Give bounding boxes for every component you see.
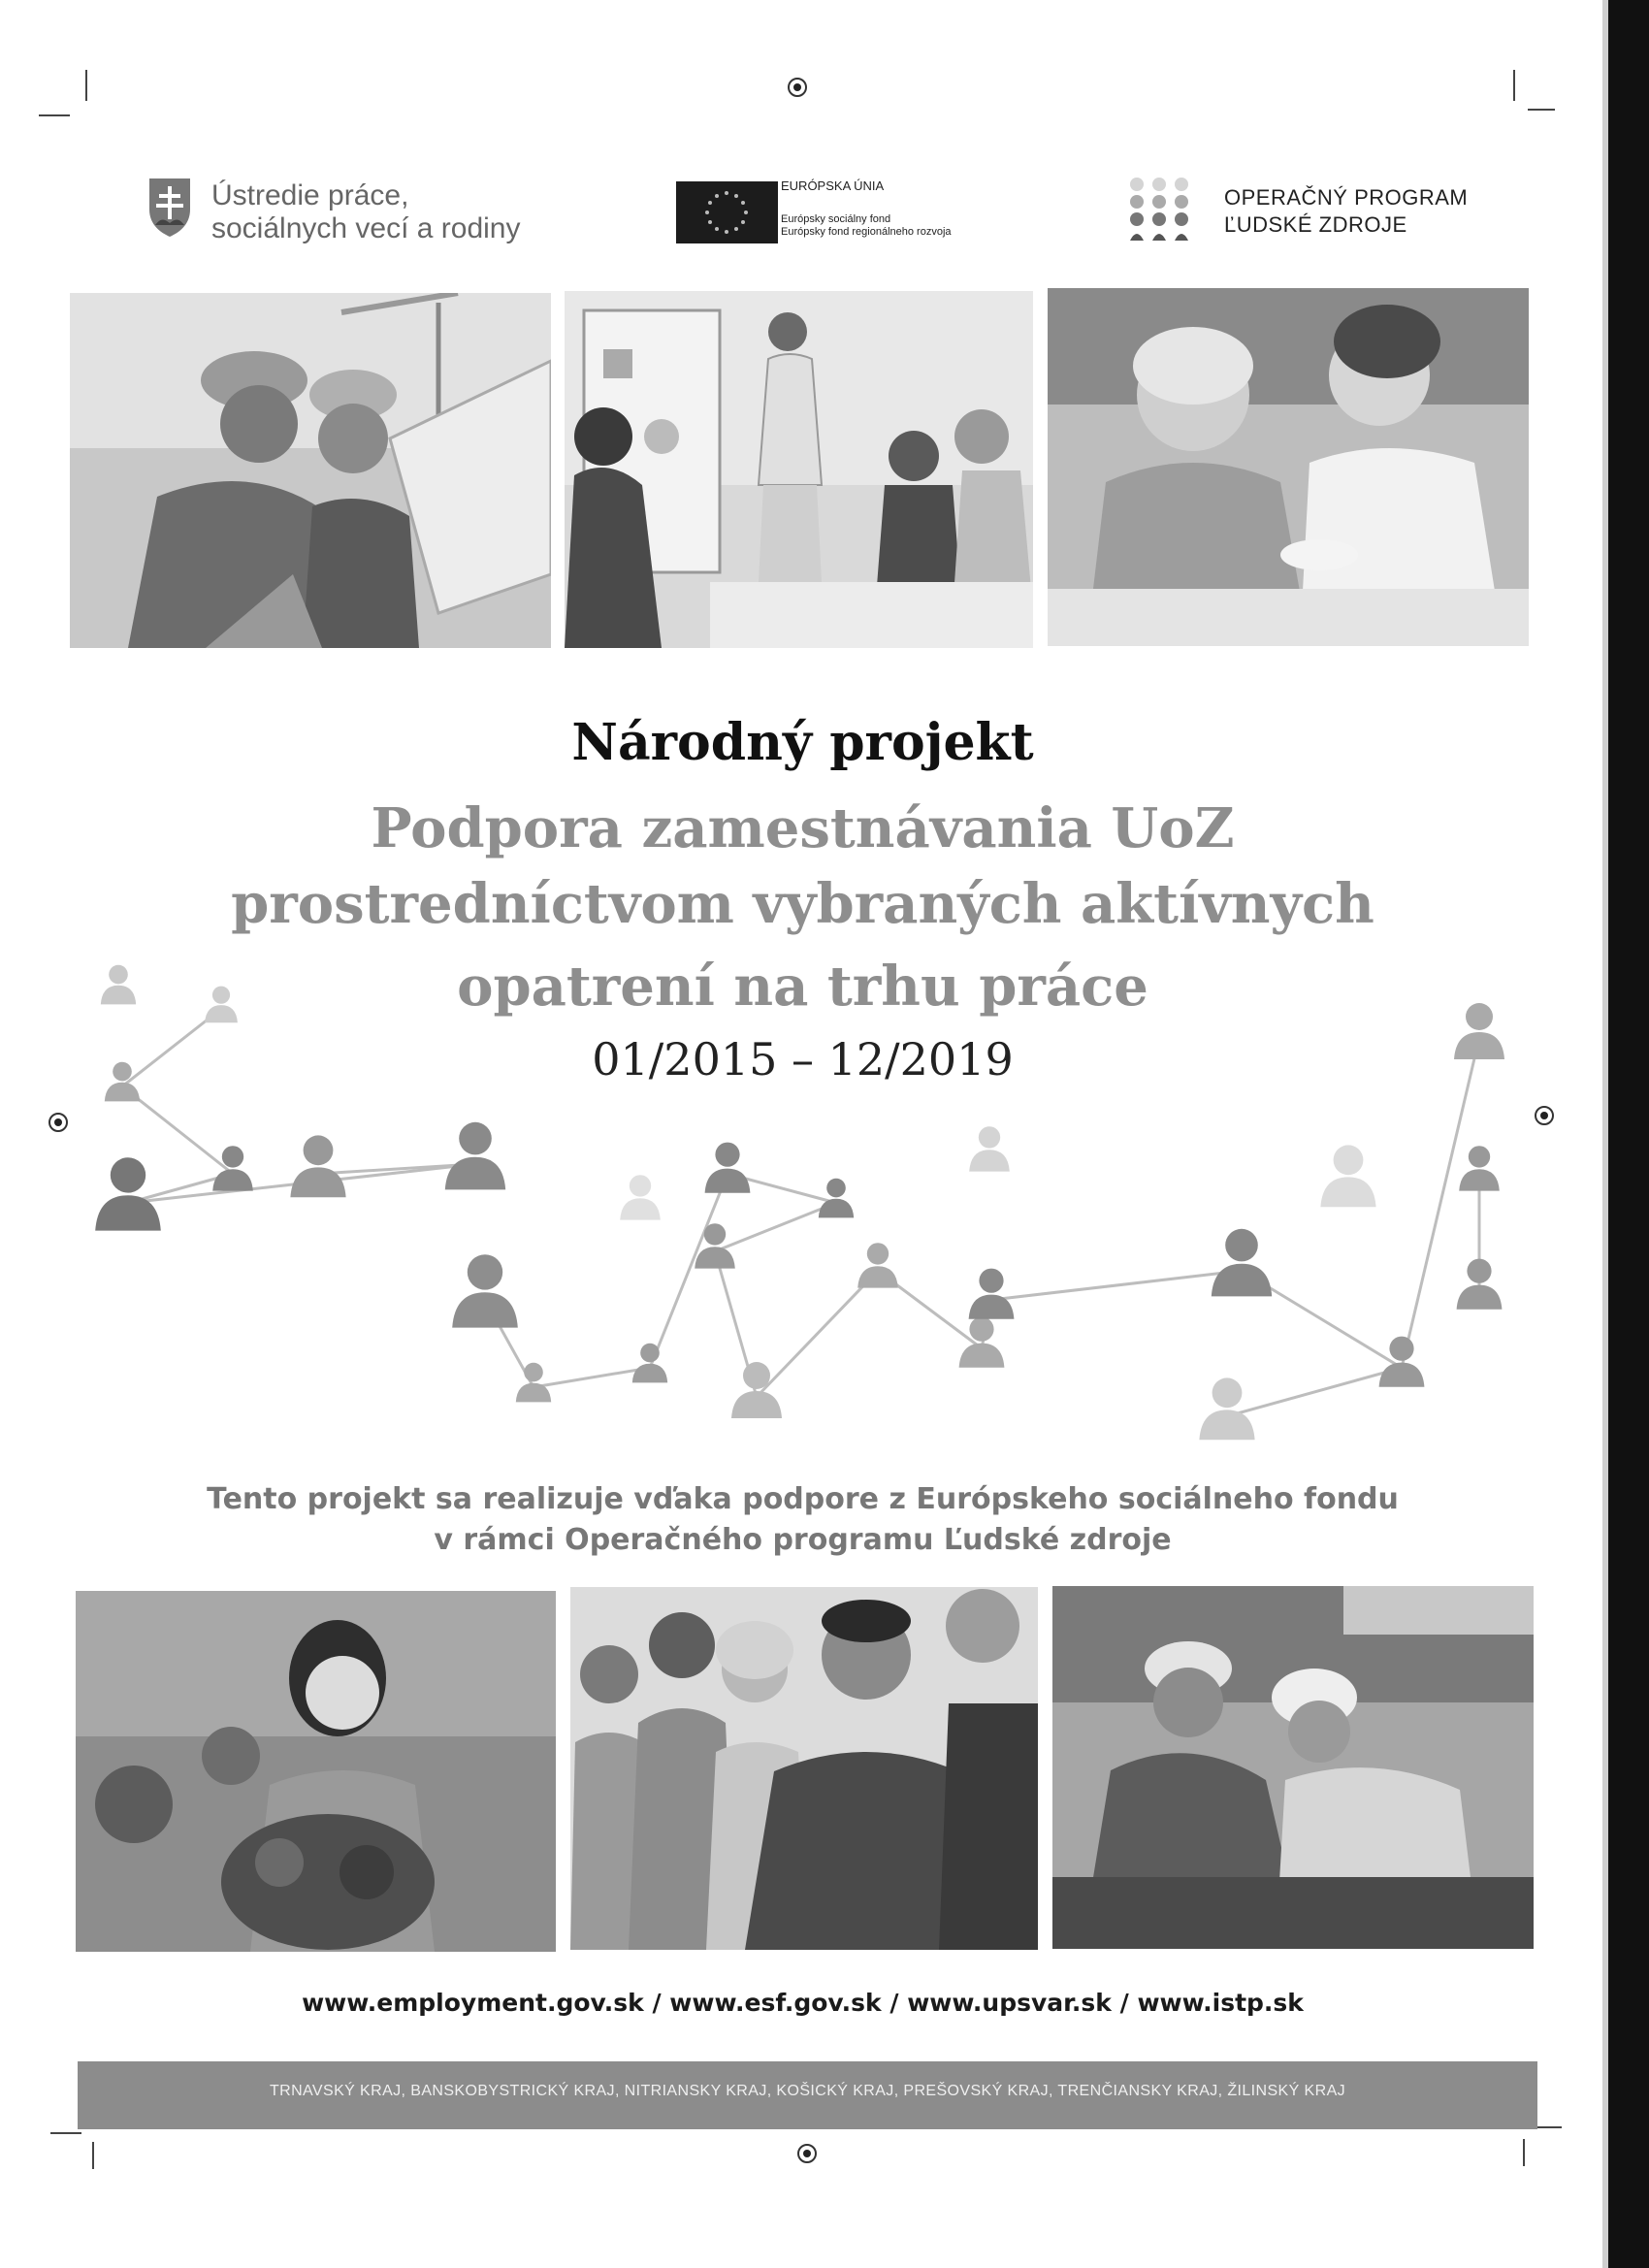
- registration-mark-icon: [797, 2144, 817, 2163]
- eu-fund-social: Európsky sociálny fond: [781, 213, 891, 225]
- crop-mark: [1513, 70, 1515, 101]
- photo-woman-with-plant: [76, 1591, 556, 1952]
- eu-fund-regional: Európsky fond regionálneho rozvoja: [781, 226, 952, 238]
- person-icon: [1320, 1145, 1375, 1207]
- project-dates: 01/2015 – 12/2019: [592, 1033, 1014, 1085]
- network-link: [1227, 1368, 1402, 1416]
- person-icon: [212, 1146, 253, 1190]
- scan-edge: [1605, 0, 1649, 2268]
- op-line1: OPERAČNÝ PROGRAM: [1224, 185, 1469, 210]
- network-link: [534, 1368, 650, 1387]
- project-name-line2: prostredníctvom vybraných aktívnych: [231, 872, 1374, 936]
- network-link: [991, 1271, 1242, 1300]
- op-dots-icon: [1127, 177, 1191, 249]
- coat-of-arms-icon: [147, 177, 192, 239]
- crop-mark: [50, 2132, 81, 2134]
- photo-elderly-care: [1048, 288, 1529, 646]
- funding-line2: v rámci Operačného programu Ľudské zdroje: [434, 1523, 1172, 1557]
- photo-business-presentation: [565, 291, 1033, 648]
- network-link: [650, 1174, 728, 1368]
- crop-mark: [92, 2142, 94, 2169]
- network-link: [1402, 1038, 1479, 1368]
- crop-mark: [39, 114, 70, 116]
- photo-business-team: [570, 1587, 1038, 1950]
- project-name-line1: Podpora zamestnávania UoZ: [371, 796, 1235, 860]
- person-icon: [969, 1126, 1010, 1171]
- person-icon: [95, 1157, 161, 1230]
- person-icon: [452, 1254, 518, 1327]
- photo-construction-worker: [1052, 1586, 1534, 1949]
- person-icon: [857, 1243, 898, 1287]
- ministry-logo: [147, 177, 192, 243]
- website-links: www.employment.gov.sk / www.esf.gov.sk / www.upsvar.sk / www.istp.sk: [302, 1989, 1304, 2017]
- person-icon: [516, 1363, 551, 1403]
- person-icon: [705, 1143, 751, 1193]
- person-icon: [620, 1175, 661, 1219]
- person-icon: [731, 1362, 782, 1418]
- person-icon: [1212, 1229, 1272, 1297]
- crop-mark: [1528, 109, 1555, 111]
- person-icon: [1459, 1146, 1500, 1190]
- registration-mark-icon: [788, 78, 807, 97]
- photo-construction-workers: [70, 293, 551, 648]
- op-line2: ĽUDSKÉ ZDROJE: [1224, 212, 1407, 237]
- network-link: [757, 1271, 878, 1397]
- ministry-name: [211, 179, 521, 245]
- funding-line1: Tento projekt sa realizuje vďaka podpore z Európskeho sociálneho fondu: [207, 1482, 1399, 1516]
- regions-bar: [78, 2061, 1537, 2129]
- eu-flag-icon: [676, 181, 778, 243]
- eu-funds: [781, 213, 952, 239]
- person-icon: [632, 1344, 667, 1383]
- crop-mark: [1523, 2139, 1525, 2166]
- person-icon: [290, 1135, 345, 1197]
- network-link: [715, 1203, 836, 1251]
- ministry-line1: Ústredie práce,: [211, 179, 409, 211]
- ministry-line2: sociálnych vecí a rodiny: [211, 212, 521, 244]
- person-icon: [1199, 1377, 1254, 1440]
- eu-title: EURÓPSKA ÚNIA: [781, 178, 885, 193]
- regions-list: TRNAVSKÝ KRAJ, BANSKOBYSTRICKÝ KRAJ, NITRIANSKY KRAJ, KOŠICKÝ KRAJ, PREŠOVSKÝ KRAJ, TRENČIANSKY KRAJ, ŽILINSKÝ KRAJ: [269, 2083, 1346, 2099]
- op-name: [1224, 184, 1468, 239]
- person-icon: [969, 1269, 1015, 1319]
- person-icon: [445, 1122, 505, 1190]
- project-name-line3: opatrení na trhu práce: [457, 955, 1148, 1019]
- title-national-project: Národný projekt: [571, 713, 1034, 772]
- crop-mark: [85, 70, 87, 101]
